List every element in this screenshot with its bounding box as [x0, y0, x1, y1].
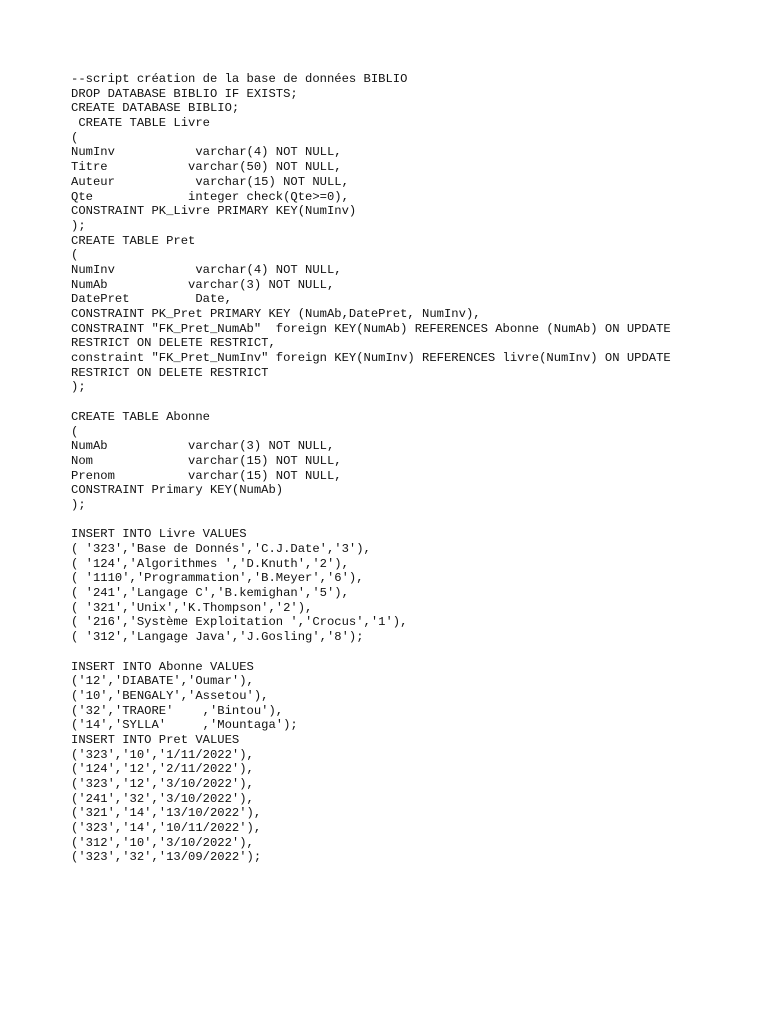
script-line: ('241','32','3/10/2022'), — [71, 791, 254, 806]
script-line: NumAb varchar(3) NOT NULL, — [71, 277, 335, 292]
script-line: ('14','SYLLA' ,'Mountaga'); — [71, 718, 298, 733]
script-line: ( '1110','Programmation','B.Meyer','6'), — [71, 571, 364, 586]
script-line: ('323','32','13/09/2022'); — [71, 850, 262, 865]
script-line: INSERT INTO Abonne VALUES — [71, 659, 254, 674]
script-line: Auteur varchar(15) NOT NULL, — [71, 174, 349, 189]
script-line: ( — [71, 130, 79, 145]
script-line: ( '312','Langage Java','J.Gosling','8'); — [71, 630, 364, 645]
script-line: Titre varchar(50) NOT NULL, — [71, 160, 342, 175]
script-line: CONSTRAINT PK_Livre PRIMARY KEY(NumInv) — [71, 204, 357, 219]
script-line: CONSTRAINT PK_Pret PRIMARY KEY (NumAb,DatePret, NumInv), — [71, 307, 481, 321]
script-line: ('10','BENGALY','Assetou'), — [71, 688, 269, 703]
script-line: ( '124','Algorithmes ','D.Knuth','2'), — [71, 556, 349, 571]
script-line: ( — [71, 248, 79, 263]
script-line: ('312','10','3/10/2022'), — [71, 835, 254, 850]
script-line: DROP DATABASE BIBLIO IF EXISTS; — [71, 86, 298, 101]
script-line: RESTRICT ON DELETE RESTRICT, — [71, 336, 276, 351]
script-line: --script création de la base de données BIBLIO — [71, 72, 408, 86]
script-line: NumAb varchar(3) NOT NULL, — [71, 439, 335, 454]
sql-script — [71, 72, 671, 865]
script-line: ); — [71, 218, 86, 233]
script-line: CONSTRAINT "FK_Pret_NumAb" foreign KEY(NumAb) REFERENCES Abonne (NumAb) ON UPDATE — [71, 321, 671, 336]
script-line: CREATE DATABASE BIBLIO; — [71, 101, 240, 116]
script-line — [71, 395, 671, 410]
script-line: constraint "FK_Pret_NumInv" foreign KEY(NumInv) REFERENCES livre(NumInv) ON UPDATE — [71, 351, 671, 366]
script-line: ('321','14','13/10/2022'), — [71, 806, 262, 821]
script-line: NumInv varchar(4) NOT NULL, — [71, 145, 342, 160]
script-line: ); — [71, 380, 86, 395]
script-line: ( '241','Langage C','B.kemighan','5'), — [71, 586, 349, 601]
script-line: INSERT INTO Livre VALUES — [71, 527, 247, 542]
script-line — [71, 513, 671, 528]
script-line: ('12','DIABATE','Oumar'), — [71, 674, 254, 689]
script-line: ('323','12','3/10/2022'), — [71, 777, 254, 791]
script-line: NumInv varchar(4) NOT NULL, — [71, 262, 342, 277]
script-line: Prenom varchar(15) NOT NULL, — [71, 468, 342, 483]
script-line: Qte integer check(Qte>=0), — [71, 189, 349, 204]
script-line: ('32','TRAORE' ,'Bintou'), — [71, 703, 284, 718]
script-line — [71, 645, 671, 660]
script-line: CREATE TABLE Livre — [71, 116, 210, 131]
script-line: ); — [71, 497, 86, 512]
script-line: CREATE TABLE Pret — [71, 233, 196, 248]
script-line: CONSTRAINT Primary KEY(NumAb) — [71, 483, 284, 498]
script-line: DatePret Date, — [71, 292, 232, 307]
script-line: RESTRICT ON DELETE RESTRICT — [71, 365, 269, 380]
script-line: ('323','14','10/11/2022'), — [71, 821, 262, 836]
script-line: Nom varchar(15) NOT NULL, — [71, 453, 342, 468]
script-line: CREATE TABLE Abonne — [71, 409, 210, 424]
script-line: ( — [71, 424, 79, 439]
script-line: ( '216','Système Exploitation ','Crocus','1'), — [71, 615, 408, 630]
script-line: ('323','10','1/11/2022'), — [71, 747, 254, 762]
script-line: INSERT INTO Pret VALUES — [71, 732, 240, 747]
script-line: ( '323','Base de Donnés','C.J.Date','3'), — [71, 542, 371, 556]
script-line: ('124','12','2/11/2022'), — [71, 762, 254, 777]
script-line: ( '321','Unix','K.Thompson','2'), — [71, 600, 313, 615]
